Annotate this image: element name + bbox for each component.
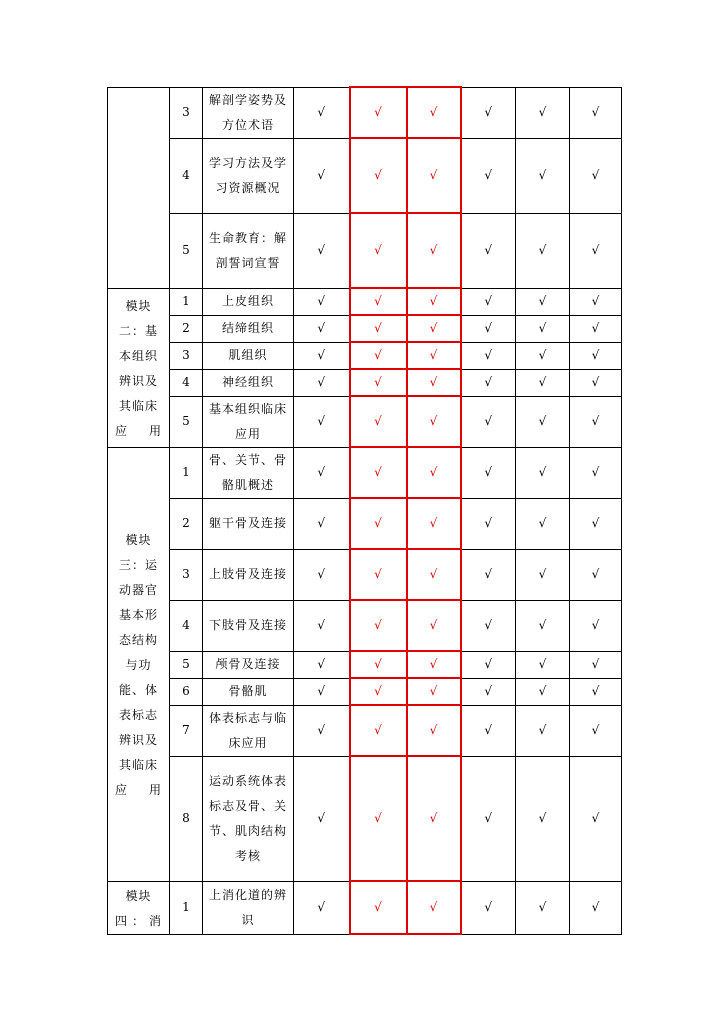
check-cell: √	[294, 138, 350, 213]
module-label-cell: 模块四：消	[108, 881, 170, 934]
highlighted-check-cell: √	[350, 705, 407, 756]
highlighted-check-cell: √	[350, 87, 407, 138]
check-cell: √	[294, 87, 350, 138]
row-number-cell: 3	[170, 342, 203, 369]
row-number-cell: 6	[170, 678, 203, 705]
table-row	[108, 342, 622, 369]
check-cell: √	[570, 498, 622, 549]
check-cell: √	[461, 651, 516, 678]
highlighted-check-cell: √	[407, 396, 461, 447]
highlighted-check-cell: √	[350, 600, 407, 651]
check-cell: √	[461, 498, 516, 549]
topic-cell: 颅骨及连接	[203, 651, 294, 678]
table-row	[108, 369, 622, 396]
check-cell: √	[516, 288, 570, 315]
check-cell: √	[461, 396, 516, 447]
module-label-cell	[108, 87, 170, 288]
check-cell: √	[461, 549, 516, 600]
topic-cell: 上肢骨及连接	[203, 549, 294, 600]
topic-cell: 体表标志与临床应用	[203, 705, 294, 756]
check-cell: √	[461, 87, 516, 138]
check-cell: √	[294, 600, 350, 651]
highlighted-check-cell: √	[407, 447, 461, 498]
topic-cell: 神经组织	[203, 369, 294, 396]
check-cell: √	[516, 447, 570, 498]
check-cell: √	[516, 138, 570, 213]
check-cell: √	[461, 213, 516, 288]
check-cell: √	[461, 342, 516, 369]
highlighted-check-cell: √	[407, 678, 461, 705]
highlighted-check-cell: √	[407, 498, 461, 549]
check-cell: √	[570, 315, 622, 342]
check-cell: √	[570, 369, 622, 396]
highlighted-check-cell: √	[407, 651, 461, 678]
highlighted-check-cell: √	[350, 756, 407, 881]
highlighted-check-cell: √	[350, 881, 407, 934]
row-number-cell: 8	[170, 756, 203, 881]
check-cell: √	[294, 881, 350, 934]
topic-cell: 解剖学姿势及方位术语	[203, 87, 294, 138]
highlighted-check-cell: √	[407, 756, 461, 881]
highlighted-check-cell: √	[407, 600, 461, 651]
check-cell: √	[294, 447, 350, 498]
check-cell: √	[516, 213, 570, 288]
highlighted-check-cell: √	[350, 651, 407, 678]
check-cell: √	[570, 881, 622, 934]
check-cell: √	[516, 369, 570, 396]
row-number-cell: 5	[170, 213, 203, 288]
check-cell: √	[461, 315, 516, 342]
check-cell: √	[570, 138, 622, 213]
table-row	[108, 396, 622, 447]
highlighted-check-cell: √	[407, 549, 461, 600]
topic-cell: 上消化道的辨识	[203, 881, 294, 934]
check-cell: √	[570, 678, 622, 705]
check-cell: √	[294, 369, 350, 396]
highlighted-check-cell: √	[350, 288, 407, 315]
check-cell: √	[570, 342, 622, 369]
table-row	[108, 705, 622, 756]
topic-cell: 学习方法及学习资源概况	[203, 138, 294, 213]
check-cell: √	[294, 705, 350, 756]
row-number-cell: 1	[170, 288, 203, 315]
check-cell: √	[294, 396, 350, 447]
check-cell: √	[461, 138, 516, 213]
check-cell: √	[294, 756, 350, 881]
table-row	[108, 756, 622, 881]
check-cell: √	[294, 678, 350, 705]
check-cell: √	[516, 315, 570, 342]
module-label-cell: 模块二：基本组织辨识及其临床应用	[108, 288, 170, 447]
topic-cell: 结缔组织	[203, 315, 294, 342]
topic-cell: 生命教育：解剖誓词宣誓	[203, 213, 294, 288]
table-row	[108, 498, 622, 549]
check-cell: √	[294, 342, 350, 369]
check-cell: √	[516, 651, 570, 678]
table-row	[108, 600, 622, 651]
check-cell: √	[294, 315, 350, 342]
highlighted-check-cell: √	[407, 705, 461, 756]
row-number-cell: 5	[170, 396, 203, 447]
highlighted-check-cell: √	[350, 396, 407, 447]
highlighted-check-cell: √	[350, 447, 407, 498]
highlighted-check-cell: √	[407, 369, 461, 396]
highlighted-check-cell: √	[407, 213, 461, 288]
check-cell: √	[461, 705, 516, 756]
check-cell: √	[294, 288, 350, 315]
highlighted-check-cell: √	[407, 881, 461, 934]
row-number-cell: 1	[170, 447, 203, 498]
topic-cell: 下肢骨及连接	[203, 600, 294, 651]
table-row	[108, 213, 622, 288]
check-cell: √	[516, 342, 570, 369]
check-cell: √	[570, 396, 622, 447]
topic-cell: 骨、关节、骨骼肌概述	[203, 447, 294, 498]
topic-cell: 运动系统体表标志及骨、关节、肌肉结构考核	[203, 756, 294, 881]
highlighted-check-cell: √	[407, 138, 461, 213]
highlighted-check-cell: √	[350, 315, 407, 342]
check-cell: √	[461, 369, 516, 396]
check-cell: √	[570, 756, 622, 881]
table-row	[108, 678, 622, 705]
highlighted-check-cell: √	[407, 315, 461, 342]
check-cell: √	[570, 705, 622, 756]
table-row	[108, 288, 622, 315]
highlighted-check-cell: √	[350, 678, 407, 705]
check-cell: √	[516, 881, 570, 934]
check-cell: √	[516, 600, 570, 651]
check-cell: √	[570, 87, 622, 138]
check-cell: √	[461, 600, 516, 651]
check-cell: √	[570, 600, 622, 651]
row-number-cell: 7	[170, 705, 203, 756]
highlighted-check-cell: √	[350, 138, 407, 213]
highlighted-check-cell: √	[407, 342, 461, 369]
check-cell: √	[294, 213, 350, 288]
check-cell: √	[461, 288, 516, 315]
check-cell: √	[516, 498, 570, 549]
curriculum-table	[107, 86, 622, 935]
row-number-cell: 3	[170, 549, 203, 600]
highlighted-check-cell: √	[350, 213, 407, 288]
table-body	[108, 87, 622, 934]
check-cell: √	[516, 678, 570, 705]
topic-cell: 肌组织	[203, 342, 294, 369]
check-cell: √	[516, 549, 570, 600]
check-cell: √	[570, 288, 622, 315]
row-number-cell: 5	[170, 651, 203, 678]
highlighted-check-cell: √	[350, 498, 407, 549]
check-cell: √	[461, 756, 516, 881]
check-cell: √	[461, 881, 516, 934]
check-cell: √	[294, 651, 350, 678]
highlighted-check-cell: √	[350, 369, 407, 396]
check-cell: √	[570, 213, 622, 288]
row-number-cell: 4	[170, 138, 203, 213]
check-cell: √	[516, 396, 570, 447]
highlighted-check-cell: √	[350, 549, 407, 600]
row-number-cell: 2	[170, 315, 203, 342]
check-cell: √	[570, 651, 622, 678]
check-cell: √	[294, 549, 350, 600]
row-number-cell: 3	[170, 87, 203, 138]
highlighted-check-cell: √	[407, 288, 461, 315]
table-row	[108, 87, 622, 138]
check-cell: √	[461, 447, 516, 498]
table-row	[108, 651, 622, 678]
topic-cell: 骨骼肌	[203, 678, 294, 705]
check-cell: √	[461, 678, 516, 705]
highlighted-check-cell: √	[407, 87, 461, 138]
topic-cell: 上皮组织	[203, 288, 294, 315]
check-cell: √	[516, 87, 570, 138]
row-number-cell: 4	[170, 369, 203, 396]
table-row	[108, 549, 622, 600]
check-cell: √	[516, 705, 570, 756]
highlighted-check-cell: √	[350, 342, 407, 369]
table-row	[108, 447, 622, 498]
topic-cell: 基本组织临床应用	[203, 396, 294, 447]
row-number-cell: 2	[170, 498, 203, 549]
check-cell: √	[516, 756, 570, 881]
table-row	[108, 138, 622, 213]
check-cell: √	[570, 447, 622, 498]
row-number-cell: 4	[170, 600, 203, 651]
module-label-cell: 模块三：运动器官基本形态结构与功能、体表标志辨识及其临床应用	[108, 447, 170, 881]
topic-cell: 躯干骨及连接	[203, 498, 294, 549]
check-cell: √	[570, 549, 622, 600]
row-number-cell: 1	[170, 881, 203, 934]
table-row	[108, 881, 622, 934]
check-cell: √	[294, 498, 350, 549]
table-row	[108, 315, 622, 342]
